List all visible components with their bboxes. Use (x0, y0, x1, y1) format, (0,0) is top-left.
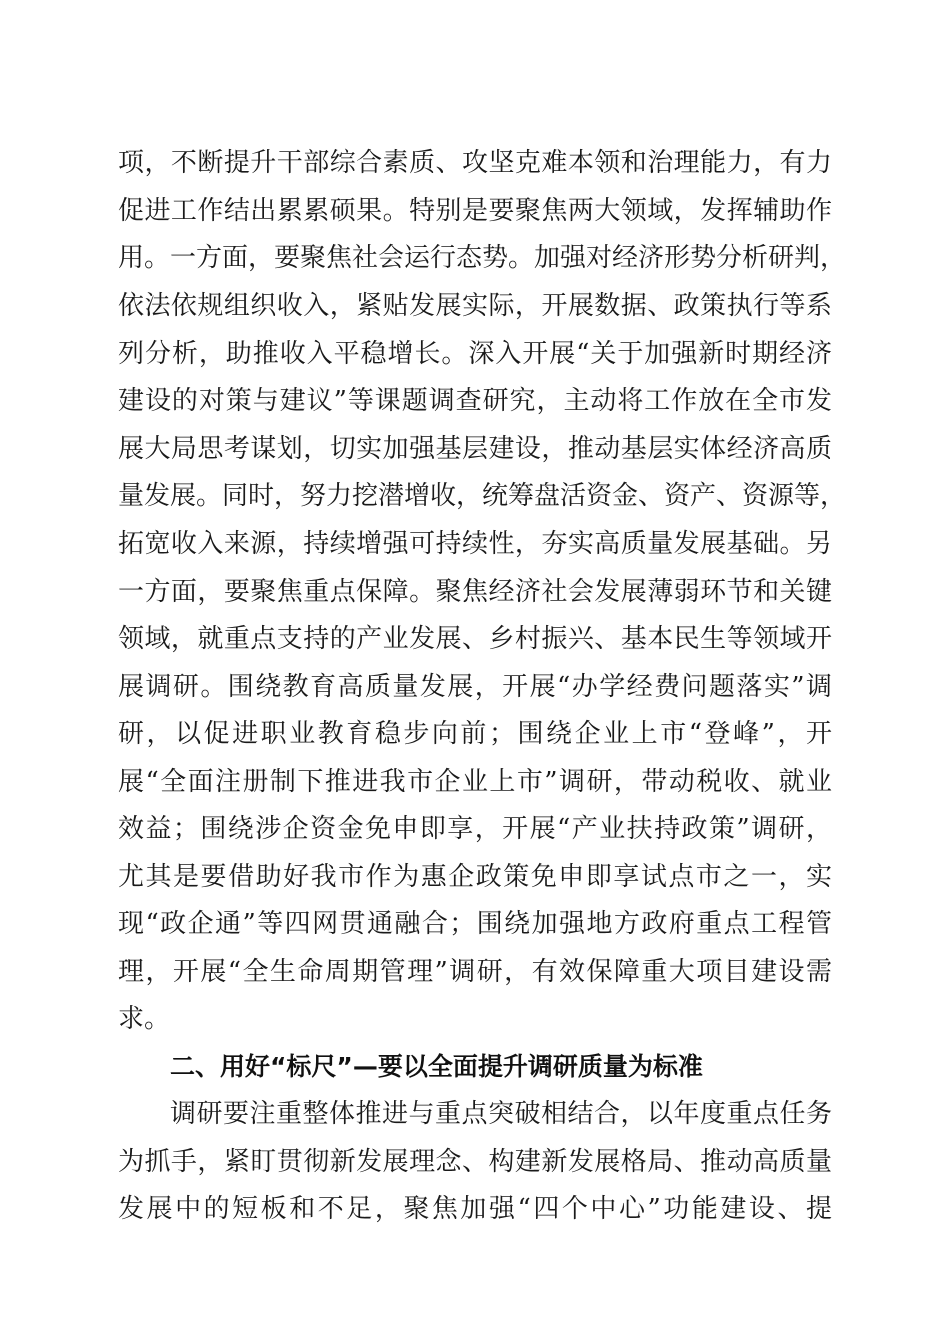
paragraph-2-line-3: 发展中的短板和不足，聚焦加强“四个中心”功能建设、提 (118, 1194, 832, 1224)
paragraph-1-line-2: 促进工作结出累累硕果。特别是要聚焦两大领域，发挥辅助作 (118, 196, 832, 226)
paragraph-1-line-18: 理，开展“全生命周期管理”调研，有效保障重大项目建设需 (118, 957, 832, 987)
paragraph-1-line-8: 量发展。同时，努力挖潜增收，统筹盘活资金、资产、资源等， (118, 481, 847, 511)
paragraph-1-line-16: 尤其是要借助好我市作为惠企政策免申即享试点市之一，实 (118, 862, 832, 892)
paragraph-1-line-9: 拓宽收入来源，持续增强可持续性，夯实高质量发展基础。另 (118, 529, 832, 559)
paragraph-1-line-15: 效益；围绕涉企资金免申即享，开展“产业扶持政策”调研， (118, 814, 832, 844)
paragraph-1-line-5: 列分析，助推收入平稳增长。深入开展“关于加强新时期经济 (118, 339, 832, 369)
paragraph-1-line-17: 现“政企通”等四网贯通融合；围绕加强地方政府重点工程管 (118, 909, 832, 939)
paragraph-1-line-7: 展大局思考谋划，切实加强基层建设，推动基层实体经济高质 (118, 434, 832, 464)
paragraph-1-line-13: 研，以促进职业教育稳步向前；围绕企业上市“登峰”，开 (118, 719, 832, 749)
paragraph-1-line-6: 建设的对策与建议”等课题调查研究，主动将工作放在全市发 (118, 386, 832, 416)
paragraph-2-line-2: 为抓手，紧盯贯彻新发展理念、构建新发展格局、推动高质量 (118, 1147, 832, 1177)
paragraph-1-line-11: 领域，就重点支持的产业发展、乡村振兴、基本民生等领域开 (118, 624, 832, 654)
paragraph-1-line-14: 展“全面注册制下推进我市企业上市”调研，带动税收、就业 (118, 767, 832, 797)
paragraph-1-line-12: 展调研。围绕教育高质量发展，开展“办学经费问题落实”调 (118, 672, 832, 702)
paragraph-1-line-10: 一方面，要聚焦重点保障。聚焦经济社会发展薄弱环节和关键 (118, 577, 832, 607)
paragraph-1-line-4: 依法依规组织收入，紧贴发展实际，开展数据、政策执行等系 (118, 291, 832, 321)
paragraph-1-line-3: 用。一方面，要聚焦社会运行态势。加强对经济形势分析研判， (118, 243, 847, 273)
paragraph-1-line-19: 求。 (118, 1004, 171, 1034)
paragraph-2-line-1: 调研要注重整体推进与重点突破相结合，以年度重点任务 (170, 1099, 832, 1129)
paragraph-1-line-1: 项，不断提升干部综合素质、攻坚克难本领和治理能力，有力 (118, 148, 832, 178)
section-heading: 二、用好“标尺”—要以全面提升调研质量为标准 (170, 1052, 703, 1081)
